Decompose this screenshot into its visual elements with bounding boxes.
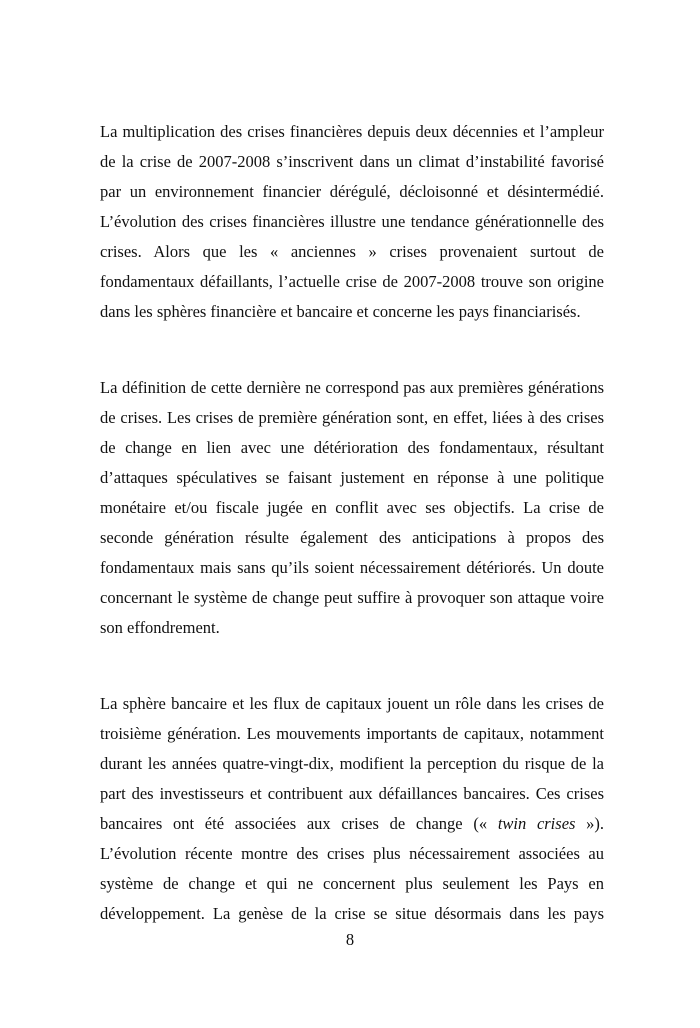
paragraph-2-line-3: de change en lien avec une détérioration des fondamentaux, résultant (100, 438, 604, 457)
paragraph-3-line-3: durant les années quatre-vingt-dix, modifient la perception du risque de la (100, 754, 604, 773)
paragraph-2-line-7: fondamentaux mais sans qu’ils soient nécessairement détériorés. Un doute (100, 558, 604, 577)
paragraph-2-line-4: d’attaques spéculatives se faisant justement en réponse à une politique (100, 468, 604, 487)
paragraph-3-line-5 (100, 810, 604, 838)
paragraph-3-line-7: système de change et qui ne concernent plus seulement les Pays en (100, 874, 604, 893)
paragraph-3-line-8: développement. La genèse de la crise se situe désormais dans les pays (100, 904, 604, 923)
paragraph-2-line-8: concernant le système de change peut suffire à provoquer son attaque voire (100, 588, 604, 607)
paragraph-2-line-1: La définition de cette dernière ne correspond pas aux premières générations (100, 378, 604, 397)
paragraph-3-line-5-text: bancaires ont été associées aux crises de change (« (100, 814, 488, 833)
paragraph-2-line-6: seconde génération résulte également des anticipations à propos des (100, 528, 604, 547)
paragraph-1-line-4: L’évolution des crises financières illustre une tendance générationnelle des (100, 212, 604, 231)
paragraph-1-line-6: fondamentaux défaillants, l’actuelle crise de 2007-2008 trouve son origine (100, 272, 604, 291)
paragraph-1-line-3: par un environnement financier dérégulé, décloisonné et désintermédié. (100, 182, 604, 201)
paragraph-2-line-9: son effondrement. (100, 618, 220, 637)
paragraph-3-line-6: L’évolution récente montre des crises plus nécessairement associées au (100, 844, 604, 863)
paragraph-3-line-5-tail: »). (575, 814, 605, 833)
paragraph-3-line-2: troisième génération. Les mouvements importants de capitaux, notamment (100, 724, 604, 743)
paragraph-1-line-5: crises. Alors que les « anciennes » crises provenaient surtout de (100, 242, 604, 261)
paragraph-1-line-7: dans les sphères financière et bancaire et concerne les pays financiarisés. (100, 302, 581, 321)
paragraph-2-line-5: monétaire et/ou fiscale jugée en conflit avec ses objectifs. La crise de (100, 498, 604, 517)
paragraph-1-line-1: La multiplication des crises financières depuis deux décennies et l’ampleur (100, 122, 604, 141)
page-number: 8 (345, 930, 355, 949)
paragraph-3-line-1: La sphère bancaire et les flux de capitaux jouent un rôle dans les crises de (100, 694, 604, 713)
paragraph-1-line-2: de la crise de 2007-2008 s’inscrivent dans un climat d’instabilité favorisé (100, 152, 604, 171)
paragraph-2-line-2: de crises. Les crises de première génération sont, en effet, liées à des crises (100, 408, 604, 427)
twin-crises-term: twin crises (497, 814, 576, 833)
paragraph-3-line-4: part des investisseurs et contribuent aux défaillances bancaires. Ces crises (100, 784, 604, 803)
